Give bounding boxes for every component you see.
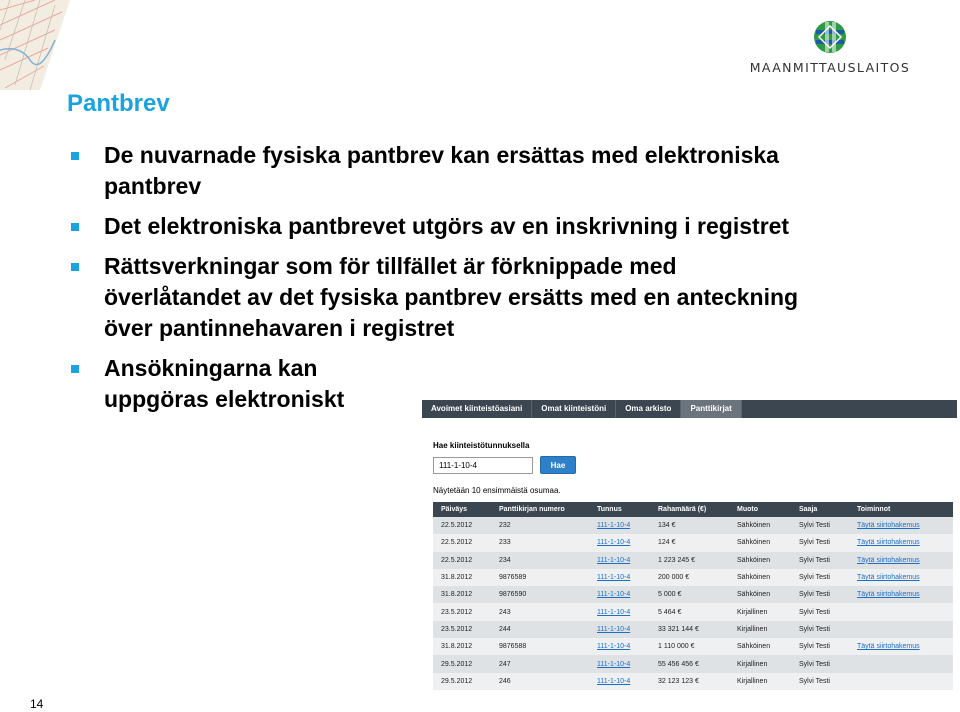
map-decoration [0,0,70,90]
pledge-number-cell: 233 [491,534,589,551]
pledge-number-cell: 244 [491,621,589,638]
bullet-marker-icon [71,365,79,373]
property-id-link[interactable]: 111-1-10-4 [589,621,650,638]
date-cell: 29.5.2012 [433,673,491,690]
slide-title: Pantbrev [67,90,170,117]
table-row [433,552,953,569]
bullet-list [67,140,807,424]
recipient-cell: Sylvi Testi [791,517,849,534]
amount-cell: 200 000 € [650,569,729,586]
form-cell: Sähköinen [729,534,791,551]
table-body [433,517,953,690]
bullet-text: Ansökningarna kan uppgöras elektroniskt [104,355,345,412]
recipient-cell: Sylvi Testi [791,552,849,569]
transfer-action-link[interactable]: Täytä siirtohakemus [849,638,953,655]
column-header[interactable]: Päiväys [433,502,491,517]
pledge-number-cell: 9876590 [491,586,589,603]
property-id-link[interactable]: 111-1-10-4 [589,534,650,551]
pledge-number-cell: 9876588 [491,638,589,655]
column-header[interactable]: Tunnus [589,502,650,517]
property-id-link[interactable]: 111-1-10-4 [589,517,650,534]
property-id-link[interactable]: 111-1-10-4 [589,638,650,655]
bullet-marker-icon [71,263,79,271]
bullet-text: De nuvarnade fysiska pantbrev kan ersättas med elektroniska pantbrev [104,142,779,199]
bullet-marker-icon [71,152,79,160]
transfer-action-link[interactable]: Täytä siirtohakemus [849,534,953,551]
date-cell: 23.5.2012 [433,621,491,638]
table-row [433,603,953,620]
tab-oma-arkisto[interactable]: Oma arkisto [616,400,681,418]
form-cell: Kirjallinen [729,673,791,690]
property-id-link[interactable]: 111-1-10-4 [589,552,650,569]
page-number: 14 [30,697,44,711]
column-header[interactable]: Toiminnot [849,502,953,517]
transfer-action-link[interactable]: Täytä siirtohakemus [849,586,953,603]
column-header[interactable]: Saaja [791,502,849,517]
tab-panttikirjat[interactable]: Panttikirjat [681,400,741,418]
pledge-number-cell: 243 [491,603,589,620]
recipient-cell: Sylvi Testi [791,603,849,620]
property-id-link[interactable]: 111-1-10-4 [589,603,650,620]
bullet-item [67,251,807,344]
recipient-cell: Sylvi Testi [791,586,849,603]
transfer-action-link[interactable]: Täytä siirtohakemus [849,552,953,569]
property-id-link[interactable]: 111-1-10-4 [589,569,650,586]
column-header[interactable]: Rahamäärä (€) [650,502,729,517]
date-cell: 29.5.2012 [433,655,491,672]
form-cell: Sähköinen [729,638,791,655]
table-row [433,673,953,690]
bullet-item [67,353,397,415]
transfer-action-link [849,655,953,672]
table-row [433,517,953,534]
column-header[interactable]: Panttikirjan numero [491,502,589,517]
date-cell: 23.5.2012 [433,603,491,620]
form-cell: Sähköinen [729,586,791,603]
bullet-item [67,211,807,242]
bullet-item [67,140,807,202]
table-row [433,638,953,655]
table-row [433,569,953,586]
amount-cell: 32 123 123 € [650,673,729,690]
date-cell: 22.5.2012 [433,517,491,534]
pledge-number-cell: 9876589 [491,569,589,586]
amount-cell: 1 223 245 € [650,552,729,569]
amount-cell: 124 € [650,534,729,551]
form-cell: Kirjallinen [729,603,791,620]
maanmittauslaitos-logo-icon [813,20,847,54]
tab-avoimet-kiinteistoasiani[interactable]: Avoimet kiinteistöasiani [422,400,532,418]
form-cell: Sähköinen [729,552,791,569]
date-cell: 31.8.2012 [433,638,491,655]
form-cell: Sähköinen [729,517,791,534]
app-screenshot [422,400,957,696]
recipient-cell: Sylvi Testi [791,655,849,672]
form-cell: Sähköinen [729,569,791,586]
property-id-link[interactable]: 111-1-10-4 [589,586,650,603]
search-button[interactable]: Hae [540,456,576,474]
date-cell: 31.8.2012 [433,569,491,586]
result-info: Näytetään 10 ensimmäistä osumaa. [433,486,561,495]
organization-logo [745,20,915,80]
transfer-action-link [849,673,953,690]
pledge-number-cell: 247 [491,655,589,672]
date-cell: 31.8.2012 [433,586,491,603]
search-label: Hae kiinteistötunnuksella [433,441,530,450]
date-cell: 22.5.2012 [433,552,491,569]
amount-cell: 1 110 000 € [650,638,729,655]
logo-text: MAANMITTAUSLAITOS [749,60,911,75]
table-row [433,621,953,638]
search-input[interactable] [433,457,533,474]
recipient-cell: Sylvi Testi [791,621,849,638]
bullet-marker-icon [71,223,79,231]
bullet-text: Det elektroniska pantbrevet utgörs av en inskrivning i registret [104,213,790,239]
amount-cell: 5 000 € [650,586,729,603]
amount-cell: 55 456 456 € [650,655,729,672]
date-cell: 22.5.2012 [433,534,491,551]
form-cell: Kirjallinen [729,655,791,672]
app-nav-bar [422,400,957,418]
recipient-cell: Sylvi Testi [791,638,849,655]
pledge-number-cell: 234 [491,552,589,569]
results-table [433,502,953,690]
recipient-cell: Sylvi Testi [791,673,849,690]
table-row [433,655,953,672]
property-id-link[interactable]: 111-1-10-4 [589,655,650,672]
transfer-action-link[interactable]: Täytä siirtohakemus [849,517,953,534]
table-row [433,534,953,551]
transfer-action-link[interactable]: Täytä siirtohakemus [849,569,953,586]
recipient-cell: Sylvi Testi [791,534,849,551]
column-header[interactable]: Muoto [729,502,791,517]
transfer-action-link [849,621,953,638]
property-id-link[interactable]: 111-1-10-4 [589,673,650,690]
amount-cell: 5 464 € [650,603,729,620]
form-cell: Kirjallinen [729,621,791,638]
amount-cell: 134 € [650,517,729,534]
table-row [433,586,953,603]
recipient-cell: Sylvi Testi [791,569,849,586]
pledge-number-cell: 246 [491,673,589,690]
table-header-row [433,502,953,517]
amount-cell: 33 321 144 € [650,621,729,638]
tab-omat-kiinteistoni[interactable]: Omat kiinteistöni [532,400,616,418]
transfer-action-link [849,603,953,620]
bullet-text: Rättsverkningar som för tillfället är förknippade med överlåtandet av det fysiska pantbrev ersätts med en anteckning över pantinnehavaren i registret [104,253,799,341]
pledge-number-cell: 232 [491,517,589,534]
